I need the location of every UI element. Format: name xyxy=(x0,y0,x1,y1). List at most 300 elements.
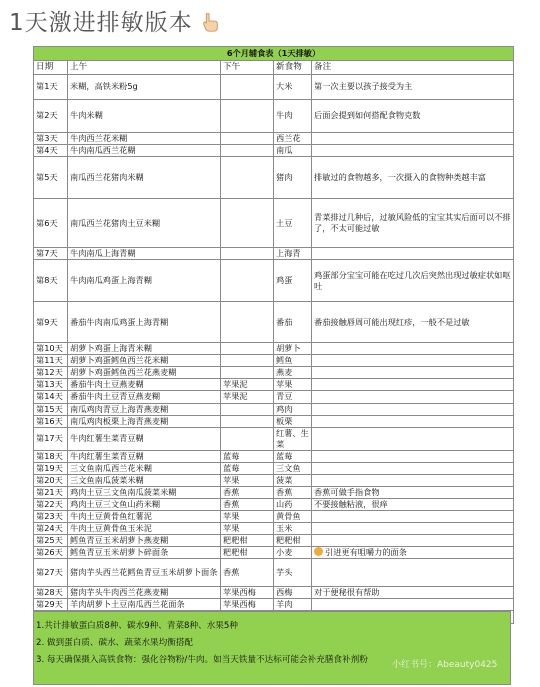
day-cell xyxy=(34,462,68,474)
afternoon-cell xyxy=(221,559,274,587)
day-cell xyxy=(34,100,68,133)
afternoon-cell xyxy=(221,145,274,157)
note-cell xyxy=(312,587,514,599)
day-cell xyxy=(34,260,68,302)
day-cell-text: 第16天 xyxy=(36,415,63,426)
new-food-cell xyxy=(274,260,312,302)
table-row xyxy=(34,511,514,523)
morning-cell xyxy=(68,486,221,498)
note-cell xyxy=(312,427,514,450)
morning-cell-text: 牛肉西兰花米糊 xyxy=(70,133,128,143)
table-row xyxy=(34,535,514,547)
table-row xyxy=(34,523,514,535)
note-cell xyxy=(312,199,514,248)
afternoon-cell-text: 苹果 xyxy=(223,523,240,534)
table-row xyxy=(34,133,514,145)
new-food-cell-text: 羊肉 xyxy=(276,599,293,610)
day-cell xyxy=(34,199,68,248)
day-cell xyxy=(34,427,68,450)
morning-cell xyxy=(68,547,221,559)
note-cell xyxy=(312,248,514,260)
day-cell-text: 第25天 xyxy=(36,535,63,546)
morning-cell-text: 牛肉南瓜鸡蛋上海青糊 xyxy=(70,275,152,286)
morning-cell-text: 鸡肉土豆三文鱼山药米糊 xyxy=(70,499,161,509)
table-row xyxy=(34,559,514,587)
new-food-cell-text: 胡萝卜 xyxy=(276,343,301,354)
new-food-cell-text: 鸡肉 xyxy=(276,403,293,414)
new-food-cell-text: 大米 xyxy=(276,81,293,92)
new-food-cell-text: 牛肉 xyxy=(276,110,293,121)
new-food-cell xyxy=(274,199,312,248)
note-cell xyxy=(312,486,514,498)
new-food-cell xyxy=(274,499,312,511)
emoji-icon xyxy=(314,547,323,556)
day-cell-text: 第1天 xyxy=(36,81,58,92)
note-cell xyxy=(312,302,514,343)
new-food-cell-text: 西兰花 xyxy=(276,133,301,143)
day-cell-text: 第9天 xyxy=(36,316,58,327)
day-cell-text: 第24天 xyxy=(36,523,63,534)
new-food-cell xyxy=(274,367,312,379)
day-cell xyxy=(34,302,68,343)
new-food-cell xyxy=(274,379,312,391)
note-cell xyxy=(312,355,514,367)
day-cell-text: 第27天 xyxy=(36,567,63,578)
new-food-cell xyxy=(274,427,312,450)
table-row xyxy=(34,260,514,302)
new-food-cell xyxy=(274,403,312,415)
note-cell xyxy=(312,391,514,403)
day-cell xyxy=(34,248,68,260)
day-cell-text: 第3天 xyxy=(36,133,58,143)
morning-cell xyxy=(68,415,221,427)
note-cell xyxy=(312,157,514,199)
note-cell-text: 对于便秘很有帮助 xyxy=(314,587,380,598)
note-cell xyxy=(312,450,514,462)
day-cell xyxy=(34,379,68,391)
new-food-cell-text: 香蕉 xyxy=(276,486,293,497)
morning-cell-text: 鳕鱼青豆玉米胡萝卜碎面条 xyxy=(70,547,169,558)
afternoon-cell xyxy=(221,415,274,427)
table-row xyxy=(34,75,514,100)
afternoon-cell xyxy=(221,100,274,133)
day-cell-text: 第28天 xyxy=(36,587,63,598)
afternoon-cell xyxy=(221,462,274,474)
afternoon-cell xyxy=(221,427,274,450)
table-row xyxy=(34,100,514,133)
day-cell xyxy=(34,391,68,403)
afternoon-cell-text: 苹果 xyxy=(223,474,240,485)
afternoon-cell xyxy=(221,391,274,403)
morning-cell-text: 牛肉南瓜上海青糊 xyxy=(70,248,136,259)
morning-cell-text: 猪肉芋头牛肉西兰花燕麦糊 xyxy=(70,587,169,598)
morning-cell-text: 南瓜西兰花猪肉米糊 xyxy=(70,172,144,183)
afternoon-cell-text: 香蕉 xyxy=(223,486,240,497)
afternoon-cell-text: 苹果西梅 xyxy=(223,587,256,598)
new-food-cell-text: 猪肉 xyxy=(276,172,293,183)
day-cell-text: 第4天 xyxy=(36,145,58,156)
afternoon-cell-text: 粑粑柑 xyxy=(223,547,248,558)
table-row xyxy=(34,462,514,474)
note-cell xyxy=(312,547,514,559)
new-food-cell xyxy=(274,474,312,486)
new-food-cell xyxy=(274,547,312,559)
summary-note-3: 3. 每天确保摄入高铁食物：强化谷物粉/牛肉。如当天铁量不达标可能会补充膳食补剂粉 xyxy=(36,655,368,665)
table-row xyxy=(34,427,514,450)
header-note: 备注 xyxy=(312,61,514,75)
table-row xyxy=(34,248,514,260)
afternoon-cell-text: 蓝莓 xyxy=(223,450,240,461)
day-cell xyxy=(34,559,68,587)
table-row xyxy=(34,343,514,355)
afternoon-cell xyxy=(221,260,274,302)
day-cell xyxy=(34,523,68,535)
new-food-cell-text: 芋头 xyxy=(276,567,293,578)
table-row xyxy=(34,415,514,427)
summary-note-1: 1.共计排敏蛋白质8种、碳水9种、青菜8种、水果5种 xyxy=(36,621,238,631)
note-cell xyxy=(312,145,514,157)
note-cell xyxy=(312,367,514,379)
afternoon-cell xyxy=(221,547,274,559)
morning-cell-text: 南瓜西兰花猪肉土豆米糊 xyxy=(70,217,161,228)
morning-cell xyxy=(68,302,221,343)
afternoon-cell xyxy=(221,75,274,100)
day-cell xyxy=(34,486,68,498)
new-food-cell-text: 鳕鱼 xyxy=(276,355,293,366)
note-cell-text: 番茄接触唇周可能出现红疹，一般不是过敏 xyxy=(314,316,470,327)
afternoon-cell xyxy=(221,511,274,523)
new-food-cell xyxy=(274,157,312,199)
morning-cell-text: 羊肉胡萝卜土豆南瓜西兰花面条 xyxy=(70,599,185,610)
afternoon-cell xyxy=(221,403,274,415)
day-cell xyxy=(34,547,68,559)
table-row xyxy=(34,599,514,611)
note-cell xyxy=(312,599,514,611)
new-food-cell xyxy=(274,145,312,157)
morning-cell-text: 牛肉红薯生菜青豆糊 xyxy=(70,450,144,461)
afternoon-cell xyxy=(221,199,274,248)
table-row xyxy=(34,403,514,415)
morning-cell xyxy=(68,511,221,523)
new-food-cell-text: 粑粑柑 xyxy=(276,535,301,546)
day-cell-text: 第12天 xyxy=(36,367,63,378)
afternoon-cell xyxy=(221,486,274,498)
day-cell xyxy=(34,343,68,355)
day-cell-text: 第20天 xyxy=(36,474,63,485)
morning-cell-text: 胡萝卜鸡蛋鳕鱼西兰花燕麦糊 xyxy=(70,367,177,378)
afternoon-cell xyxy=(221,535,274,547)
new-food-cell xyxy=(274,535,312,547)
afternoon-cell xyxy=(221,379,274,391)
new-food-cell-text: 黄骨鱼 xyxy=(276,511,301,522)
day-cell-text: 第18天 xyxy=(36,450,63,461)
note-cell xyxy=(312,511,514,523)
morning-cell xyxy=(68,559,221,587)
morning-cell xyxy=(68,403,221,415)
day-cell xyxy=(34,145,68,157)
new-food-cell xyxy=(274,248,312,260)
morning-cell xyxy=(68,133,221,145)
new-food-cell xyxy=(274,450,312,462)
watermark: 小红书号：Abeauty0425 xyxy=(392,660,498,670)
day-cell xyxy=(34,133,68,145)
morning-cell xyxy=(68,100,221,133)
note-cell-text: 引进更有咀嚼力的面条 xyxy=(325,547,407,558)
page-title xyxy=(9,4,221,37)
afternoon-cell xyxy=(221,355,274,367)
note-cell-text: 后面会提到如何搭配食物克数 xyxy=(314,110,421,121)
morning-cell-text: 三文鱼南瓜西兰花米糊 xyxy=(70,462,152,473)
morning-cell xyxy=(68,355,221,367)
morning-cell-text: 猪肉芋头西兰花鳕鱼青豆玉米胡萝卜面条 xyxy=(70,567,218,578)
morning-cell-text: 三文鱼南瓜菠菜米糊 xyxy=(70,474,144,485)
note-cell-text: 不要接触粘液，很痒 xyxy=(314,499,388,509)
new-food-cell-text: 山药 xyxy=(276,499,293,509)
new-food-cell-text: 红薯、生菜 xyxy=(276,427,309,449)
day-cell-text: 第21天 xyxy=(36,486,63,497)
day-cell-text: 第13天 xyxy=(36,379,63,390)
morning-cell-text: 番茄牛肉土豆燕麦糊 xyxy=(70,379,144,390)
morning-cell-text: 牛肉红薯生菜青豆糊 xyxy=(70,433,144,444)
day-cell-text: 第29天 xyxy=(36,599,63,610)
table-row xyxy=(34,145,514,157)
note-cell xyxy=(312,523,514,535)
note-cell xyxy=(312,133,514,145)
table-row xyxy=(34,355,514,367)
morning-cell xyxy=(68,523,221,535)
day-cell xyxy=(34,474,68,486)
new-food-cell xyxy=(274,587,312,599)
afternoon-cell xyxy=(221,302,274,343)
new-food-cell-text: 苹果 xyxy=(276,379,293,390)
morning-cell xyxy=(68,75,221,100)
day-cell xyxy=(34,535,68,547)
day-cell xyxy=(34,511,68,523)
day-cell xyxy=(34,450,68,462)
afternoon-cell xyxy=(221,450,274,462)
header-new-food: 新食物 xyxy=(274,61,312,75)
note-cell xyxy=(312,559,514,587)
day-cell-text: 第14天 xyxy=(36,391,63,402)
new-food-cell xyxy=(274,599,312,611)
note-cell xyxy=(312,474,514,486)
morning-cell xyxy=(68,427,221,450)
afternoon-cell-text: 苹果 xyxy=(223,511,240,522)
day-cell-text: 第17天 xyxy=(36,433,63,444)
day-cell xyxy=(34,157,68,199)
morning-cell xyxy=(68,599,221,611)
new-food-cell xyxy=(274,415,312,427)
table-row xyxy=(34,199,514,248)
note-cell xyxy=(312,415,514,427)
morning-cell-text: 米糊，高铁米粉5g xyxy=(70,81,138,92)
note-cell-text: 香蕉可做手指食物 xyxy=(314,486,380,497)
afternoon-cell xyxy=(221,133,274,145)
new-food-cell xyxy=(274,391,312,403)
table-row xyxy=(34,499,514,511)
afternoon-cell xyxy=(221,343,274,355)
note-cell-text: 排敏过的食物越多，一次摄入的食物种类越丰富 xyxy=(314,172,486,183)
new-food-cell xyxy=(274,75,312,100)
day-cell xyxy=(34,599,68,611)
morning-cell xyxy=(68,260,221,302)
new-food-cell-text: 青豆 xyxy=(276,391,293,402)
morning-cell-text: 番茄牛肉南瓜鸡蛋上海青糊 xyxy=(70,316,169,327)
day-cell xyxy=(34,367,68,379)
new-food-cell xyxy=(274,343,312,355)
morning-cell-text: 牛肉南瓜西兰花糊 xyxy=(70,145,136,156)
morning-cell xyxy=(68,367,221,379)
header-day: 日期 xyxy=(34,61,68,75)
note-cell-text: 鸡蛋部分宝宝可能在吃过几次后突然出现过敏症状如呕吐 xyxy=(314,269,511,291)
morning-cell-text: 南瓜鸡肉青豆上海青燕麦糊 xyxy=(70,403,169,414)
day-cell-text: 第26天 xyxy=(36,547,63,558)
morning-cell xyxy=(68,343,221,355)
note-cell xyxy=(312,403,514,415)
afternoon-cell xyxy=(221,248,274,260)
new-food-cell-text: 小麦 xyxy=(276,547,293,558)
note-cell xyxy=(312,379,514,391)
afternoon-cell-text: 苹果西梅 xyxy=(223,599,256,610)
new-food-cell-text: 板栗 xyxy=(276,415,293,426)
morning-cell xyxy=(68,199,221,248)
afternoon-cell-text: 苹果泥 xyxy=(223,379,248,390)
afternoon-cell xyxy=(221,587,274,599)
new-food-cell-text: 菠菜 xyxy=(276,474,293,485)
table-row xyxy=(34,367,514,379)
note-cell xyxy=(312,343,514,355)
new-food-cell-text: 玉米 xyxy=(276,523,293,534)
table-header-row xyxy=(34,61,514,75)
note-cell xyxy=(312,535,514,547)
morning-cell xyxy=(68,157,221,199)
day-cell xyxy=(34,403,68,415)
note-cell xyxy=(312,100,514,133)
morning-cell xyxy=(68,145,221,157)
new-food-cell xyxy=(274,355,312,367)
day-cell-text: 第8天 xyxy=(36,275,58,286)
morning-cell xyxy=(68,499,221,511)
afternoon-cell-text: 粑粑柑 xyxy=(223,535,248,546)
morning-cell-text: 胡萝卜鸡蛋鳕鱼西兰花米糊 xyxy=(70,355,169,366)
new-food-cell-text: 三文鱼 xyxy=(276,462,301,473)
new-food-cell xyxy=(274,462,312,474)
morning-cell xyxy=(68,535,221,547)
new-food-cell-text: 南瓜 xyxy=(276,145,293,156)
new-food-cell-text: 番茄 xyxy=(276,316,293,327)
new-food-cell xyxy=(274,133,312,145)
table-row xyxy=(34,157,514,199)
day-cell-text: 第6天 xyxy=(36,217,58,228)
afternoon-cell-text: 香蕉 xyxy=(223,567,240,578)
new-food-cell-text: 蓝莓 xyxy=(276,450,293,461)
morning-cell-text: 牛肉土豆黄骨鱼玉米泥 xyxy=(70,523,152,534)
day-cell-text: 第19天 xyxy=(36,462,63,473)
table-row xyxy=(34,379,514,391)
new-food-cell xyxy=(274,486,312,498)
afternoon-cell xyxy=(221,599,274,611)
note-cell-text: 第一次主要以孩子接受为主 xyxy=(314,81,413,92)
morning-cell-text: 番茄牛肉土豆青豆燕麦糊 xyxy=(70,391,161,402)
afternoon-cell-text: 香蕉 xyxy=(223,499,240,509)
pointing-hand-icon xyxy=(199,11,221,33)
feeding-table xyxy=(33,46,514,624)
afternoon-cell xyxy=(221,474,274,486)
note-cell xyxy=(312,260,514,302)
new-food-cell xyxy=(274,523,312,535)
day-cell-text: 第11天 xyxy=(36,355,63,366)
morning-cell-text: 牛肉米糊 xyxy=(70,110,103,121)
header-morning: 上午 xyxy=(68,61,221,75)
note-cell xyxy=(312,75,514,100)
day-cell-text: 第7天 xyxy=(36,248,58,259)
day-cell xyxy=(34,499,68,511)
morning-cell-text: 胡萝卜鸡蛋上海青米糊 xyxy=(70,343,152,354)
new-food-cell-text: 鸡蛋 xyxy=(276,275,293,286)
table-row xyxy=(34,302,514,343)
table-row xyxy=(34,587,514,599)
day-cell xyxy=(34,415,68,427)
morning-cell xyxy=(68,474,221,486)
afternoon-cell xyxy=(221,157,274,199)
new-food-cell-text: 土豆 xyxy=(276,217,293,228)
morning-cell-text: 鳕鱼青豆玉米胡萝卜燕麦糊 xyxy=(70,535,169,546)
note-cell xyxy=(312,499,514,511)
morning-cell xyxy=(68,391,221,403)
day-cell xyxy=(34,587,68,599)
day-cell-text: 第10天 xyxy=(36,343,63,354)
morning-cell-text: 鸡肉土豆三文鱼南瓜菠菜米糊 xyxy=(70,486,177,497)
header-afternoon: 下午 xyxy=(221,61,274,75)
morning-cell xyxy=(68,248,221,260)
new-food-cell xyxy=(274,511,312,523)
afternoon-cell xyxy=(221,499,274,511)
note-cell xyxy=(312,462,514,474)
morning-cell xyxy=(68,379,221,391)
morning-cell-text: 牛肉土豆黄骨鱼红薯泥 xyxy=(70,511,152,522)
day-cell xyxy=(34,355,68,367)
table-row xyxy=(34,486,514,498)
new-food-cell-text: 上海青 xyxy=(276,248,301,259)
morning-cell xyxy=(68,450,221,462)
new-food-cell-text: 燕麦 xyxy=(276,367,293,378)
day-cell-text: 第2天 xyxy=(36,110,58,121)
note-cell-text: 青菜排过几种后，过敏风险低的宝宝其实后面可以不排了，不太可能过敏 xyxy=(314,212,511,234)
new-food-cell-text: 西梅 xyxy=(276,587,293,598)
table-row xyxy=(34,474,514,486)
summary-notes xyxy=(33,611,511,685)
morning-cell xyxy=(68,462,221,474)
table-row xyxy=(34,450,514,462)
page-title-text: 1天激进排敏版本 xyxy=(9,10,193,36)
afternoon-cell-text: 苹果泥 xyxy=(223,391,248,402)
morning-cell xyxy=(68,587,221,599)
new-food-cell xyxy=(274,559,312,587)
new-food-cell xyxy=(274,302,312,343)
day-cell-text: 第22天 xyxy=(36,499,63,509)
morning-cell-text: 南瓜鸡肉板栗上海青燕麦糊 xyxy=(70,415,169,426)
day-cell-text: 第23天 xyxy=(36,511,63,522)
afternoon-cell-text: 蓝莓 xyxy=(223,462,240,473)
afternoon-cell xyxy=(221,367,274,379)
afternoon-cell xyxy=(221,523,274,535)
table-row xyxy=(34,547,514,559)
summary-note-2: 2. 做到蛋白质、碳水、蔬菜水果均衡搭配 xyxy=(36,638,194,648)
table-row xyxy=(34,391,514,403)
new-food-cell xyxy=(274,100,312,133)
table-caption: 6个月辅食表（1天排敏） xyxy=(34,47,514,61)
day-cell-text: 第15天 xyxy=(36,403,63,414)
